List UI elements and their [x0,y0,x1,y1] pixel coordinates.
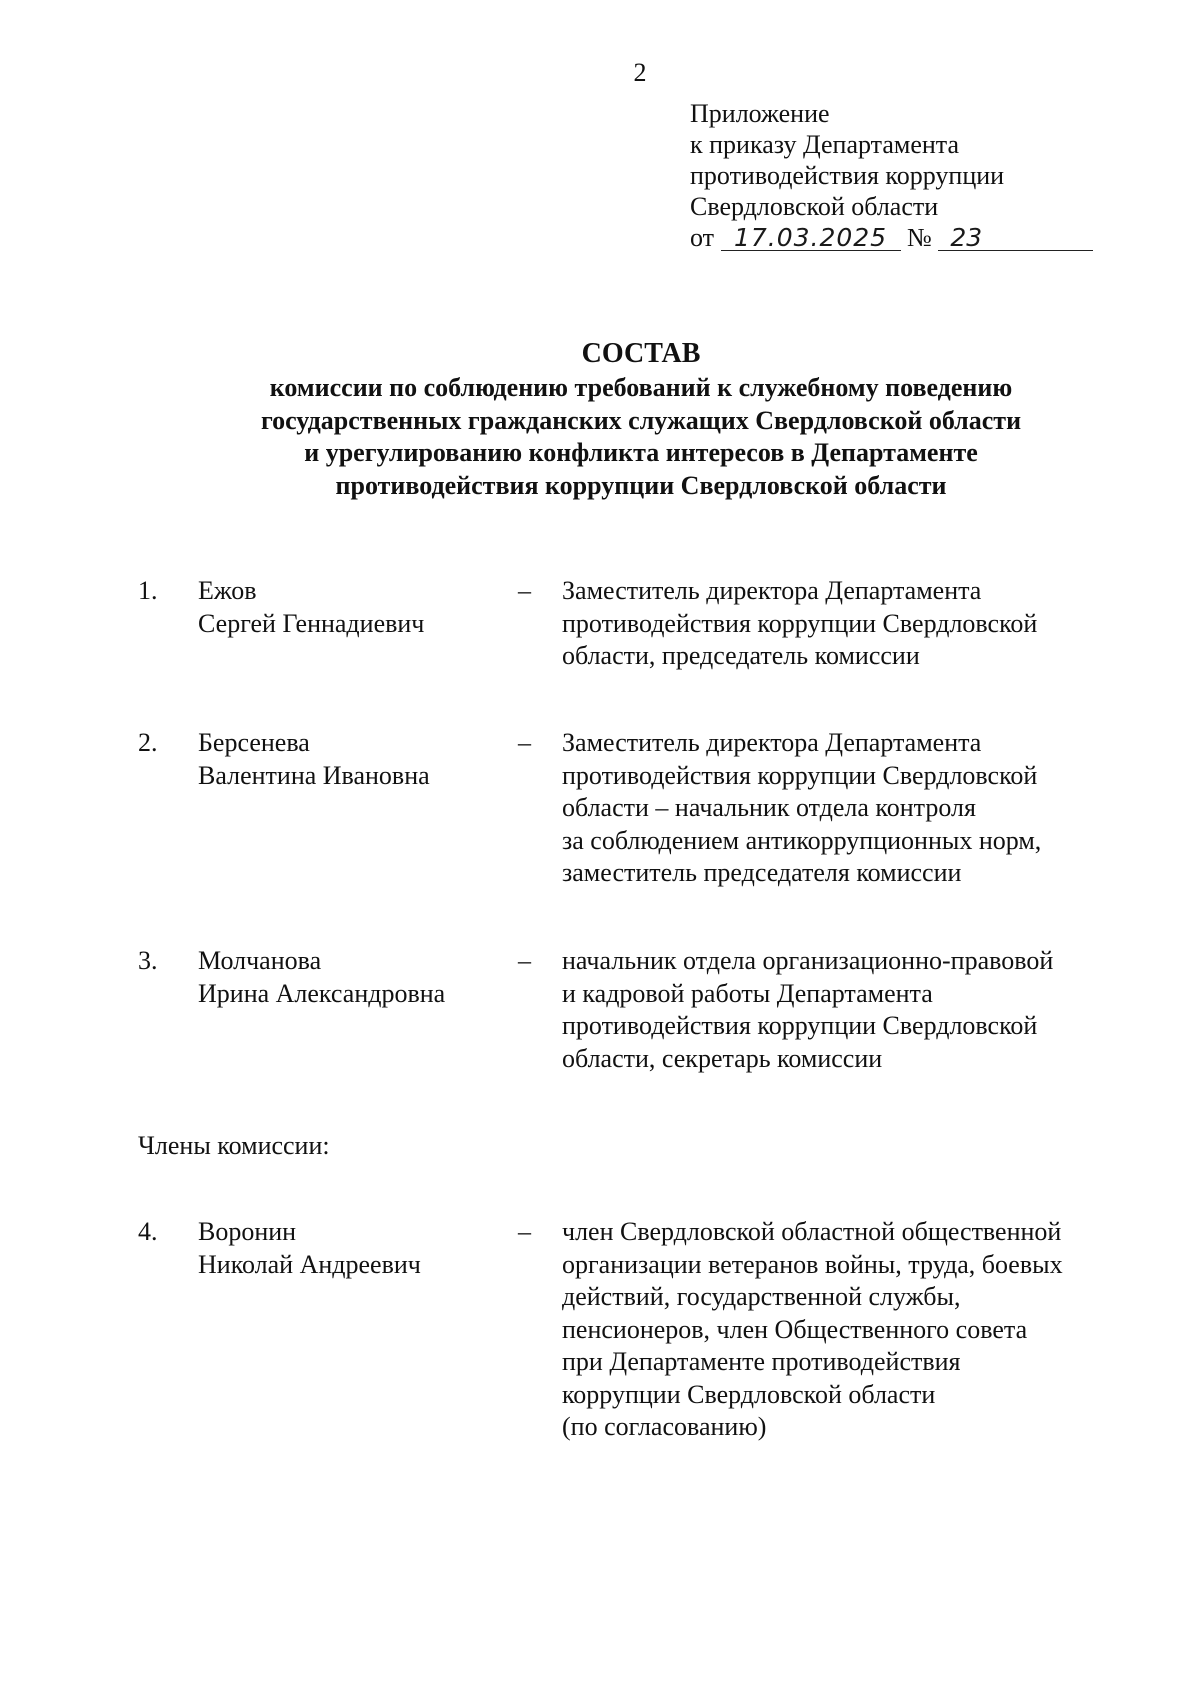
title-line: государственных гражданских служащих Свердловской области [260,405,1022,435]
description-line: заместитель председателя комиссии [562,858,962,887]
from-label: от [690,223,715,252]
entry-name [198,575,424,640]
entry-surname: Воронин [198,1217,297,1246]
entry-surname: Ежов [198,576,257,605]
description-line: области, секретарь комиссии [562,1043,883,1073]
description-line: области – начальник отдела контроля [562,793,976,822]
entry-dash: – [518,728,531,757]
entry-name [198,945,445,1010]
entry-description [562,575,1037,673]
entry-number: 2. [138,728,158,757]
appendix-date-row [690,222,1093,253]
entry-dash: – [518,576,531,605]
handwritten-date: 17.03.2025 [721,226,901,251]
entry-given-name: Валентина Ивановна [198,760,430,790]
description-line: Заместитель директора Департамента [562,576,982,605]
members-label: Члены комиссии: [138,1131,330,1160]
description-line: и кадровой работы Департамента [562,978,933,1008]
description-line: противодействия коррупции Свердловской [562,760,1038,790]
entry-given-name: Николай Андреевич [198,1249,421,1279]
entry-name [198,1216,421,1281]
description-line: организации ветеранов войны, труда, боевых [562,1249,1063,1279]
entry-number: 4. [138,1217,158,1246]
description-line: противодействия коррупции Свердловской [562,1011,1038,1040]
handwritten-number: 23 [938,226,1093,251]
title-line: и урегулированию конфликта интересов в Департаменте [304,438,978,467]
entry-description [562,727,1041,890]
description-line: за соблюдением антикоррупционных норм, [562,825,1042,855]
description-line: начальник отдела организационно-правовой [562,946,1054,975]
entry-description [562,945,1053,1075]
appendix-line: Свердловской области [690,192,939,221]
description-line: действий, государственной службы, [562,1282,961,1311]
entry-surname: Берсенева [198,728,310,757]
appendix-line: Приложение [690,99,830,128]
entry-given-name: Ирина Александровна [198,978,446,1008]
description-line: области, председатель комиссии [562,641,920,670]
description-line: противодействия коррупции Свердловской [562,608,1038,638]
entry-given-name: Сергей Геннадиевич [198,608,425,638]
title-line: противодействия коррупции Свердловской области [335,470,947,500]
document-title [0,336,1200,502]
description-line: Заместитель директора Департамента [562,728,982,757]
entry-number: 1. [138,576,158,605]
description-line: член Свердловской областной общественной [562,1217,1062,1246]
number-label: № [907,223,932,252]
description-line: коррупции Свердловской области [562,1379,936,1409]
appendix-line: противодействия коррупции [690,161,1005,190]
entry-surname: Молчанова [198,946,322,975]
description-line: пенсионеров, член Общественного совета [562,1314,1028,1344]
entry-dash: – [518,1217,531,1246]
description-line: (по согласованию) [562,1412,767,1441]
entry-dash: – [518,946,531,975]
entry-number: 3. [138,946,158,975]
page-number: 2 [633,58,647,87]
entry-description [562,1216,1063,1444]
appendix-line: к приказу Департамента [690,130,960,159]
title-main: СОСТАВ [581,338,701,369]
appendix-block [690,98,1093,253]
description-line: при Департаменте противодействия [562,1347,961,1376]
entry-name [198,727,430,792]
title-line: комиссии по соблюдению требований к служебному поведению [269,373,1013,402]
